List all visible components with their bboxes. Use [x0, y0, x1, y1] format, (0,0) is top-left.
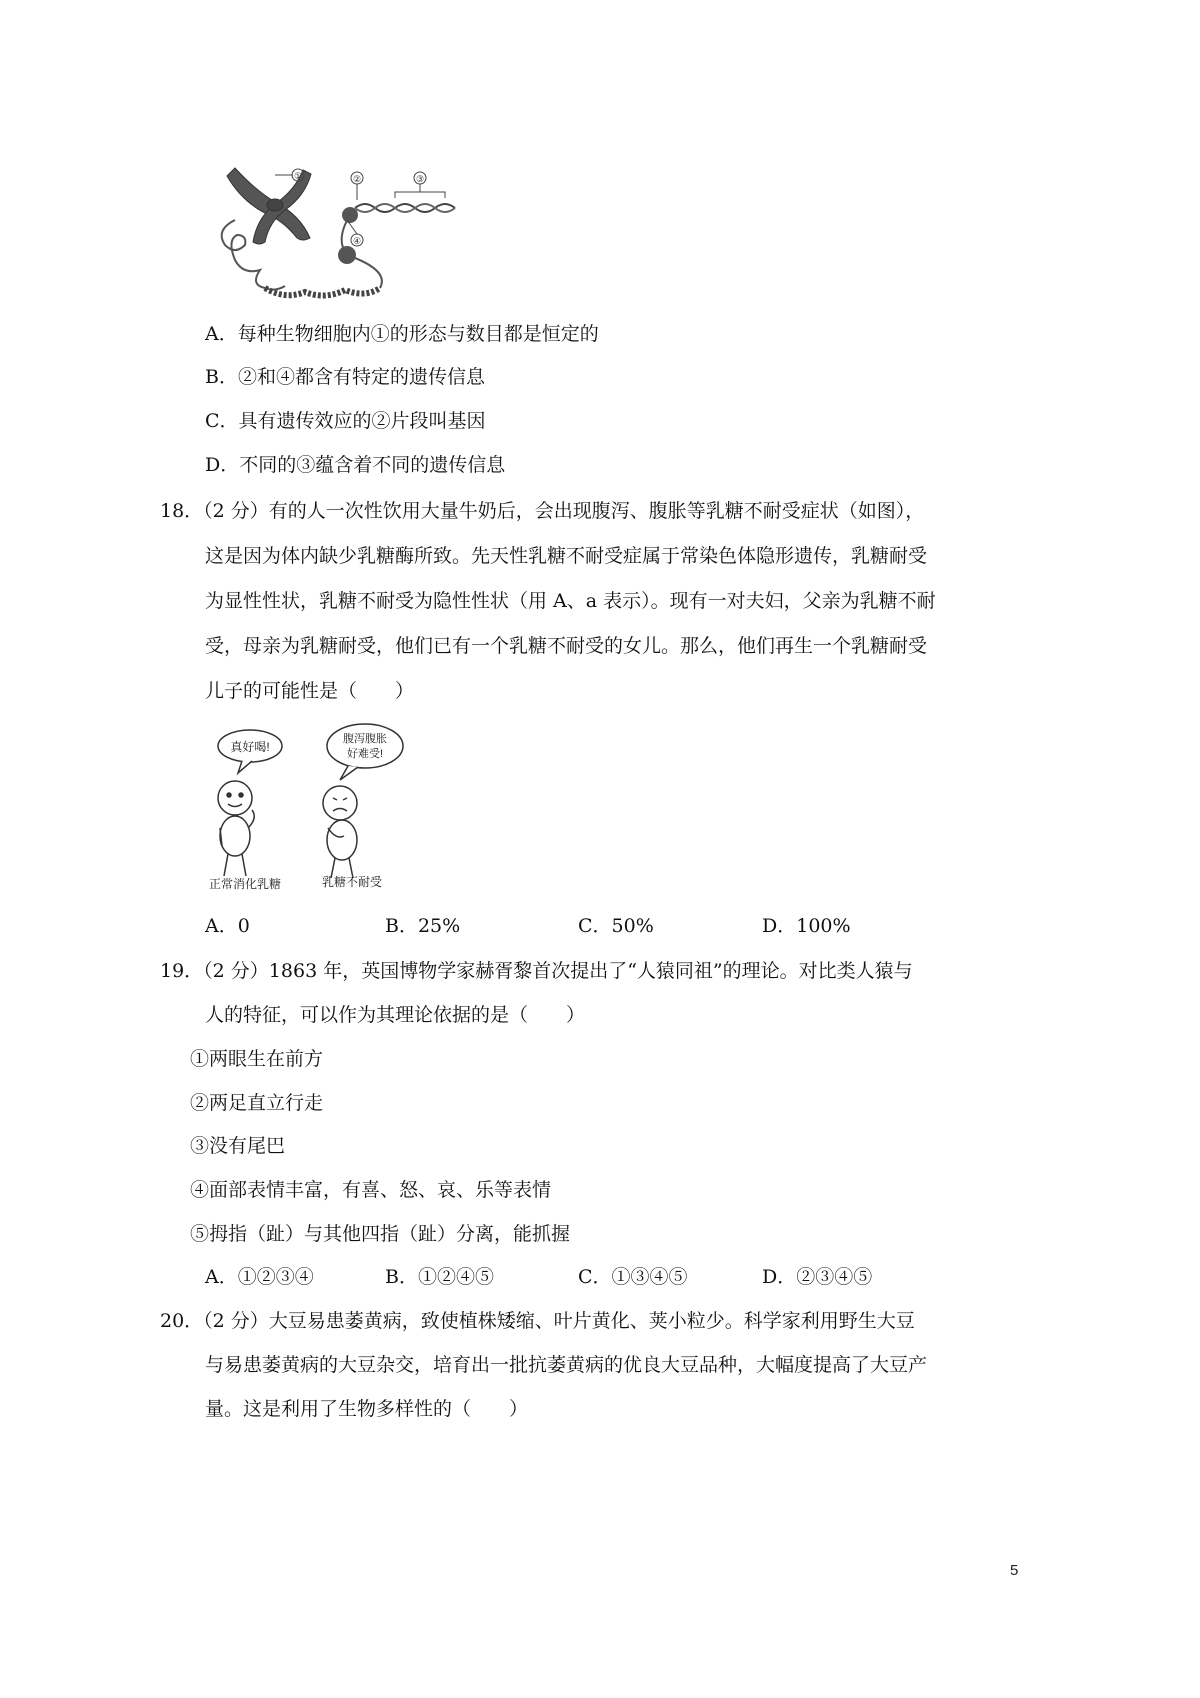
- q18-line-5: 儿子的可能性是（ ）: [205, 680, 415, 702]
- q19-item-1: ①两眼生在前方: [190, 1048, 324, 1070]
- chromosome-dna-figure: [205, 160, 495, 310]
- q19-option-d: D．②③④⑤: [762, 1266, 873, 1288]
- caption-left: 正常消化乳糖: [208, 877, 282, 891]
- q18-line-3: 为显性性状，乳糖不耐受为隐性性状（用 A、a 表示）。现有一对夫妇，父亲为乳糖不耐: [205, 590, 936, 612]
- label-3: ③: [416, 175, 425, 185]
- q19-option-a: A．①②③④: [205, 1266, 314, 1288]
- person-uncomfortable: [323, 786, 357, 878]
- q19-item-2: ②两足直立行走: [190, 1092, 324, 1114]
- label-4: ④: [353, 237, 362, 247]
- label-1: ①: [294, 172, 303, 182]
- q19-item-5: ⑤拇指（趾）与其他四指（趾）分离，能抓握: [190, 1223, 571, 1245]
- q18-option-b: B．25%: [385, 915, 461, 937]
- q19-item-3: ③没有尾巴: [190, 1135, 286, 1157]
- bubble-left-text: 真好喝!: [230, 740, 270, 754]
- q19-item-4: ④面部表情丰富，有喜、怒、哀、乐等表情: [190, 1179, 552, 1201]
- q19-option-b: B．①②④⑤: [385, 1266, 494, 1288]
- q20-line-1: 20．（2 分）大豆易患萎黄病，致使植株矮缩、叶片黄化、荚小粒少。科学家利用野生大豆: [160, 1310, 915, 1332]
- q19-line-1: 19．（2 分）1863 年，英国博物学家赫胥黎首次提出了“人猿同祖”的理论。对比类人猿与: [160, 960, 913, 982]
- q19-line-2: 人的特征，可以作为其理论依据的是（ ）: [205, 1004, 586, 1026]
- q18-option-c: C．50%: [578, 915, 654, 937]
- caption-right: 乳糖不耐受: [321, 875, 383, 889]
- q18-line-2: 这是因为体内缺少乳糖酶所致。先天性乳糖不耐受症属于常染色体隐形遗传，乳糖耐受: [205, 545, 928, 567]
- q20-line-2: 与易患萎黄病的大豆杂交，培育出一批抗萎黄病的优良大豆品种，大幅度提高了大豆产: [205, 1354, 928, 1376]
- q17-option-b: B．②和④都含有特定的遗传信息: [205, 366, 485, 388]
- q19-option-c: C．①③④⑤: [578, 1266, 688, 1288]
- speech-bubble-right: [327, 724, 403, 768]
- bubble-right-text-1: 腹泻腹胀: [343, 733, 387, 745]
- page-number: 5: [1010, 1562, 1019, 1579]
- q20-line-3: 量。这是利用了生物多样性的（ ）: [205, 1398, 529, 1420]
- chromosome-dna-diagram: [205, 160, 495, 310]
- q17-option-a: A．每种生物细胞内①的形态与数目都是恒定的: [205, 323, 599, 345]
- q18-line-1: 18．（2 分）有的人一次性饮用大量牛奶后，会出现腹泻、腹胀等乳糖不耐受症状（如图），: [160, 500, 925, 522]
- bubble-right-text-2: 好难受!: [346, 748, 384, 760]
- q18-line-4: 受，母亲为乳糖耐受，他们已有一个乳糖不耐受的女儿。那么，他们再生一个乳糖耐受: [205, 635, 928, 657]
- label-2: ②: [353, 175, 362, 185]
- lactose-cartoon: [200, 718, 430, 893]
- q18-option-a: A．0: [205, 915, 250, 937]
- q17-option-c: C．具有遗传效应的②片段叫基因: [205, 410, 486, 432]
- person-happy: [218, 781, 254, 876]
- q18-option-d: D．100%: [762, 915, 851, 937]
- lactose-cartoon-figure: [200, 718, 430, 893]
- q17-option-d: D．不同的③蕴含着不同的遗传信息: [205, 454, 506, 476]
